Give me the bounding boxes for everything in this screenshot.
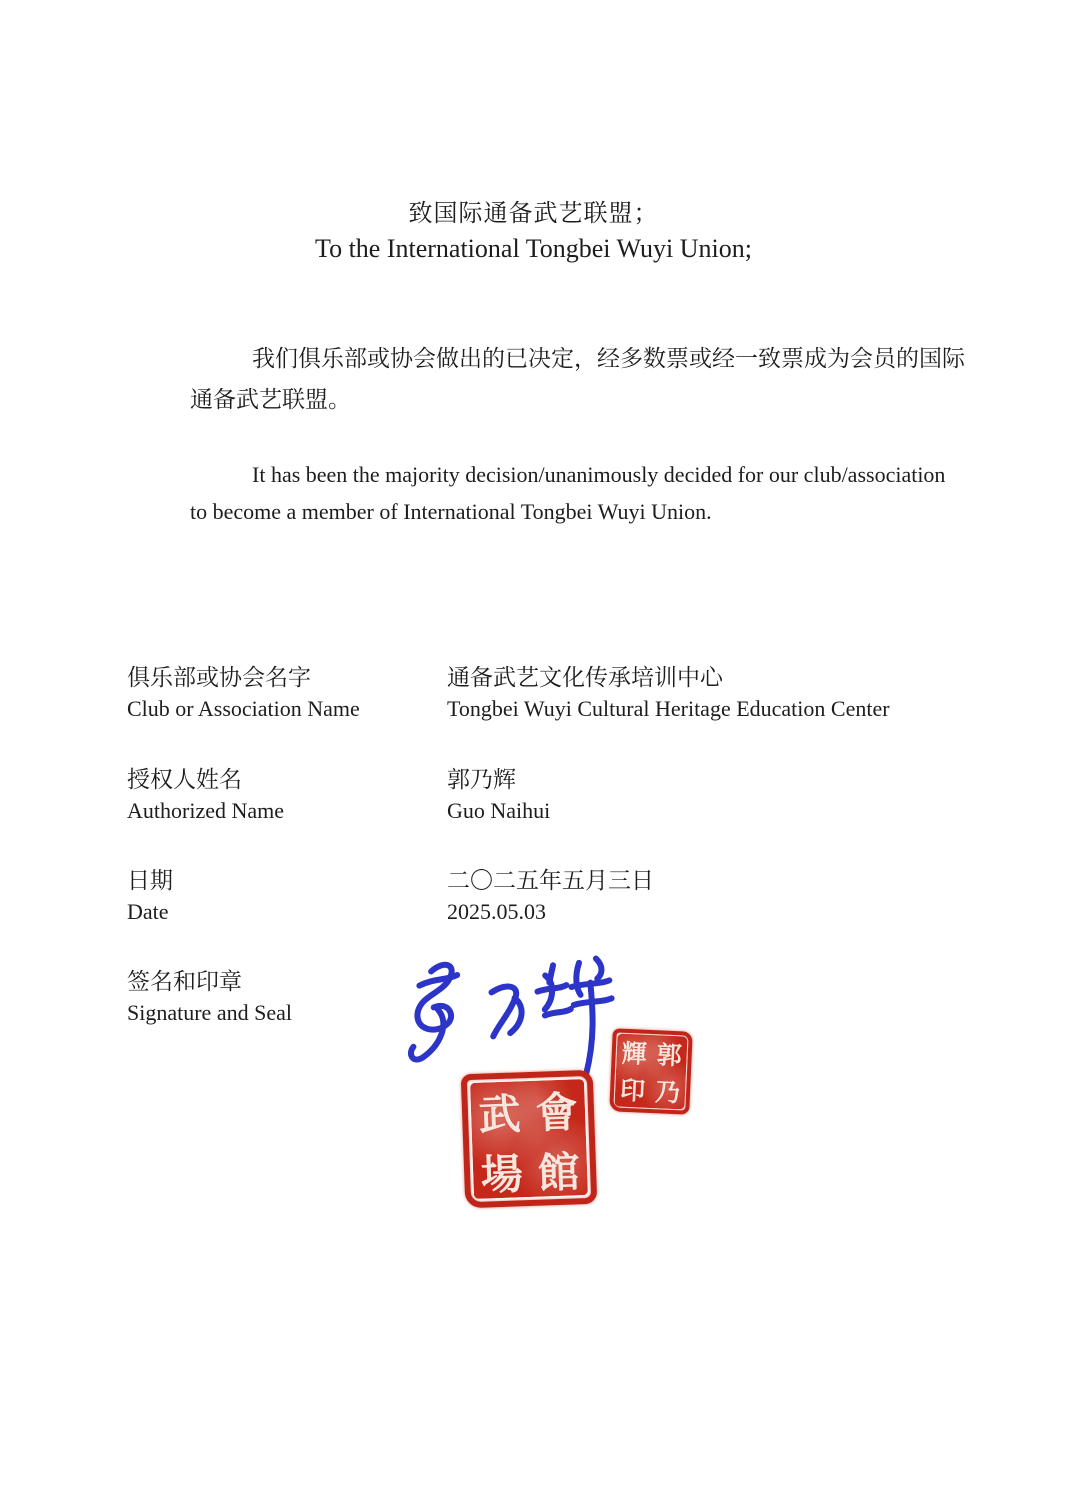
club-seal-face (470, 1079, 588, 1199)
field-row-date (127, 865, 987, 927)
name-seal-char: 乃 (654, 1078, 681, 1108)
field-label-en: Authorized Name (127, 798, 284, 823)
body-paragraph-en-line1: It has been the majority decision/unanimously decided for our club/association (252, 462, 946, 487)
body-paragraph-zh-line1: 我们俱乐部或协会做出的已决定，经多数票或经一致票成为会员的国际 (252, 346, 965, 371)
name-seal-char: 郭 (656, 1042, 683, 1071)
letter-title (0, 196, 1067, 266)
club-seal-char: 武 (477, 1092, 522, 1140)
club-seal-char: 會 (534, 1090, 579, 1138)
field-value-zh: 郭乃辉 (447, 767, 516, 792)
field-value-en: Guo Naihui (447, 798, 551, 823)
body-paragraph-en-line2: to become a member of International Tongbei Wuyi Union. (190, 499, 712, 524)
letter-title-zh: 致国际通备武艺联盟； (408, 201, 659, 227)
body-paragraph-en (190, 456, 980, 530)
name-seal-char: 印 (619, 1077, 646, 1106)
field-value-en: Tongbei Wuyi Cultural Heritage Education Center (447, 696, 890, 721)
letter-title-en: To the International Tongbei Wuyi Union; (315, 234, 752, 263)
body-paragraph-zh (190, 338, 980, 420)
field-value-en: 2025.05.03 (447, 899, 546, 924)
body-paragraph-zh-line2: 通备武艺联盟。 (190, 387, 351, 412)
field-row-club-name (127, 662, 987, 724)
field-label-zh: 日期 (127, 868, 173, 893)
club-seal (461, 1070, 598, 1209)
field-label-zh: 授权人姓名 (127, 767, 242, 792)
field-label-en: Signature and Seal (127, 1000, 292, 1025)
field-label-zh: 俱乐部或协会名字 (127, 665, 311, 690)
field-value-zh: 通备武艺文化传承培训中心 (447, 665, 723, 690)
name-seal-face (614, 1034, 687, 1110)
field-label-zh: 签名和印章 (127, 969, 242, 994)
name-seal-char: 輝 (621, 1040, 648, 1070)
field-value (447, 662, 890, 724)
name-seal (609, 1028, 693, 1114)
field-row-authorized-name (127, 764, 987, 826)
field-value-zh: 二〇二五年五月三日 (447, 868, 654, 893)
field-label-en: Club or Association Name (127, 696, 360, 721)
field-value (447, 764, 550, 826)
club-seal-char: 館 (536, 1150, 581, 1198)
field-value (447, 865, 654, 927)
field-label-en: Date (127, 899, 169, 924)
club-seal-char: 場 (479, 1152, 524, 1200)
